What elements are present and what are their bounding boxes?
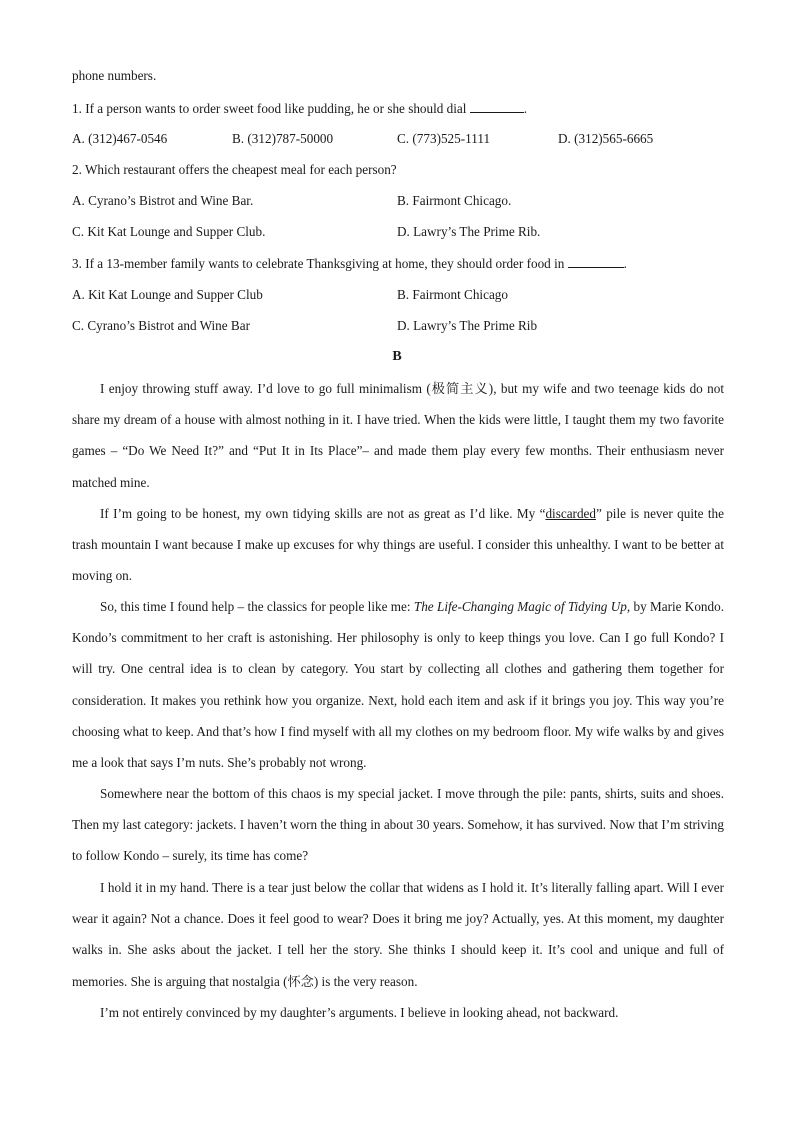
question-3-text: 3. If a 13-member family wants to celebrate Thanksgiving at home, they should order food in [72, 256, 565, 271]
question-1-option-b: B. (312)787-50000 [232, 131, 334, 146]
intro-tail: phone numbers. [72, 68, 157, 83]
paragraph-2-start: If I’m going to be honest, my own tidying skills are not as great as I’d like. My “ [100, 506, 546, 521]
book-title: The Life-Changing Magic of Tidying Up [413, 599, 627, 614]
question-2-option-a: A. Cyrano’s Bistrot and Wine Bar. [72, 193, 254, 208]
question-3-option-a: A. Kit Kat Lounge and Supper Club [72, 287, 263, 302]
paragraph-2-end: ” pile is never quite the trash mountain I want because I make up excuses for why things are useful. I consider this unhealthy. I want to be better at moving on. [72, 506, 724, 584]
paragraph-3-start: So, this time I found help – the classics for people like me: [100, 599, 414, 614]
section-heading: B [392, 349, 402, 364]
question-3-option-c: C. Cyrano’s Bistrot and Wine Bar [72, 318, 250, 333]
paragraph-2 [72, 498, 724, 592]
paragraph-4: Somewhere near the bottom of this chaos is my special jacket. I move through the pile: pants, shirts, suits and shoes. Then my last category: jackets. I haven’t worn the thing in about 30 years. Somehow, it has survived. Now that I’m striving to follow Kondo – surely, its time has come? [72, 786, 724, 864]
question-2-option-b: B. Fairmont Chicago. [397, 193, 512, 208]
question-1-option-a: A. (312)467-0546 [72, 131, 168, 146]
paragraph-6: I’m not entirely convinced by my daughter’s arguments. I believe in looking ahead, not backward. [100, 1005, 619, 1020]
paragraph-5: I hold it in my hand. There is a tear just below the collar that widens as I hold it. It’s literally falling apart. Will I ever wear it again? Not a chance. Does it feel good to wear? Does it bring me joy? Actually, yes. At this moment, my daughter walks in. She asks about the jacket. I tell her the story. She thinks I should keep it. It’s cool and unique and full of memories. She is arguing that nostalgia (怀念) is the very reason. [72, 880, 724, 989]
underlined-word: discarded [545, 506, 596, 521]
question-2-option-d: D. Lawry’s The Prime Rib. [397, 224, 541, 239]
answer-blank [470, 100, 524, 113]
answer-blank [568, 255, 624, 268]
question-1-text: 1. If a person wants to order sweet food like pudding, he or she should dial [72, 101, 467, 116]
question-1-option-d: D. (312)565-6665 [558, 131, 654, 146]
question-3-end: . [623, 256, 627, 271]
question-2-stem: 2. Which restaurant offers the cheapest meal for each person? [72, 162, 397, 177]
question-1-option-c: C. (773)525-1111 [397, 131, 491, 146]
question-3-option-b: B. Fairmont Chicago [397, 287, 508, 302]
question-1-stem [72, 100, 527, 117]
question-3-option-d: D. Lawry’s The Prime Rib [397, 318, 538, 333]
question-1-end: . [523, 101, 528, 116]
paragraph-1: I enjoy throwing stuff away. I’d love to go full minimalism (极简主义), but my wife and two teenage kids do not share my dream of a house with almost nothing in it. I have tried. When the kids were little, I taught them my two favorite games – “Do We Need It?” and “Put It in Its Place”– and made them play every few months. Their enthusiasm never matched mine. [72, 381, 724, 490]
question-2-option-c: C. Kit Kat Lounge and Supper Club. [72, 224, 266, 239]
paragraph-3 [72, 591, 724, 778]
paragraph-3-end: , by Marie Kondo. Kondo’s commitment to her craft is astonishing. Her philosophy is only to keep things you love. Can I go full Kondo? I will try. One central idea is to clean by category. You start by collecting all clothes and gathering them together for consideration. It makes you rethink how you organize. Next, hold each item and ask if it brings you joy. This way you’re choosing what to keep. And that’s how I find myself with all my clothes on my bedroom floor. My wife walks by and gives me a look that says I’m nuts. She’s probably not wrong. [72, 599, 725, 771]
question-3-stem [72, 255, 627, 272]
